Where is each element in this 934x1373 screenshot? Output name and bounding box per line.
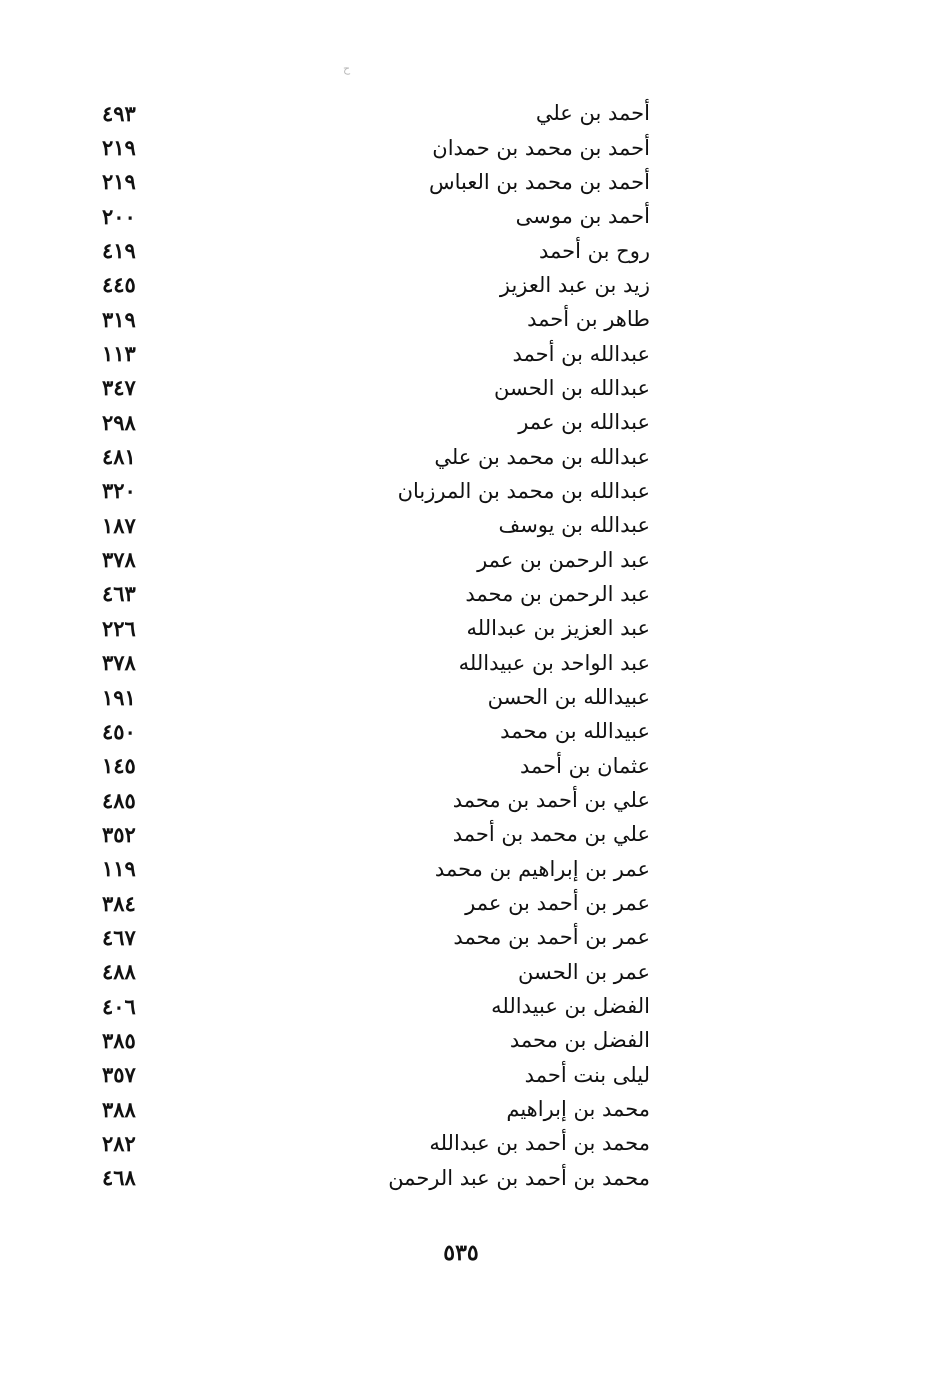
list-item bbox=[90, 165, 650, 199]
entry-page-number: ٣٨٨ bbox=[102, 1096, 136, 1122]
entry-name: عبد الرحمن بن عمر bbox=[477, 547, 650, 572]
entry-name: عبدالله بن يوسف bbox=[498, 513, 650, 538]
entry-page-number: ٣١٩ bbox=[102, 306, 136, 332]
entry-name: عبد الرحمن بن محمد bbox=[465, 581, 650, 606]
entry-name: عبدالله بن عمر bbox=[518, 410, 650, 435]
entry-name: عبدالله بن محمد بن علي bbox=[434, 444, 650, 469]
list-item bbox=[90, 783, 650, 817]
entry-name: عبد العزيز بن عبدالله bbox=[466, 616, 650, 641]
entry-name: الفضل بن محمد bbox=[509, 1028, 650, 1053]
list-item bbox=[90, 1126, 650, 1160]
list-item bbox=[90, 371, 650, 405]
list-item bbox=[90, 233, 650, 267]
entry-page-number: ٤٩٣ bbox=[102, 100, 136, 126]
list-item bbox=[90, 955, 650, 989]
page-number: ٥٣٥ bbox=[443, 1240, 479, 1266]
list-item bbox=[90, 817, 650, 851]
entry-name: أحمد بن محمد بن العباس bbox=[428, 169, 650, 194]
stray-mark: ح bbox=[343, 62, 351, 75]
entry-name: عبدالله بن أحمد bbox=[512, 341, 650, 366]
list-item bbox=[90, 1023, 650, 1057]
entry-page-number: ٢٠٠ bbox=[102, 203, 136, 229]
list-item bbox=[90, 199, 650, 233]
entry-name: عمر بن أحمد بن محمد bbox=[453, 925, 650, 950]
entry-page-number: ٤٦٣ bbox=[102, 581, 136, 607]
entry-page-number: ٤١٩ bbox=[102, 238, 136, 264]
entry-name: أحمد بن علي bbox=[535, 101, 650, 126]
entry-name: عبدالله بن الحسن bbox=[493, 375, 650, 400]
list-item bbox=[90, 302, 650, 336]
entry-page-number: ٤٦٨ bbox=[102, 1165, 136, 1191]
entry-page-number: ٣٧٨ bbox=[102, 650, 136, 676]
list-item bbox=[90, 749, 650, 783]
list-item bbox=[90, 474, 650, 508]
list-item bbox=[90, 439, 650, 473]
entry-page-number: ١٨٧ bbox=[102, 512, 136, 538]
entry-page-number: ٤٨١ bbox=[102, 444, 136, 470]
entry-name: أحمد بن محمد بن حمدان bbox=[432, 135, 650, 160]
entry-name: الفضل بن عبيدالله bbox=[491, 994, 650, 1019]
entry-name: محمد بن أحمد بن عبدالله bbox=[429, 1131, 650, 1156]
entry-page-number: ٢٩٨ bbox=[102, 409, 136, 435]
entry-page-number: ٢١٩ bbox=[102, 135, 136, 161]
entry-name: طاهر بن أحمد bbox=[527, 307, 650, 332]
entry-page-number: ١١٩ bbox=[102, 856, 136, 882]
entry-page-number: ٢٨٢ bbox=[102, 1130, 136, 1156]
list-item bbox=[90, 920, 650, 954]
entry-name: علي بن أحمد بن محمد bbox=[452, 788, 650, 813]
list-item bbox=[90, 646, 650, 680]
list-item bbox=[90, 130, 650, 164]
entry-name: عثمان بن أحمد bbox=[520, 753, 650, 778]
entry-page-number: ٤٥٠ bbox=[102, 718, 136, 744]
list-item bbox=[90, 1058, 650, 1092]
entry-page-number: ٤٠٦ bbox=[102, 993, 136, 1019]
entry-page-number: ١٤٥ bbox=[102, 753, 136, 779]
entry-name: محمد بن أحمد بن عبد الرحمن bbox=[388, 1165, 650, 1190]
entry-page-number: ٣٨٥ bbox=[102, 1027, 136, 1053]
list-item bbox=[90, 405, 650, 439]
index-list bbox=[90, 96, 650, 1195]
entry-page-number: ٤٨٥ bbox=[102, 787, 136, 813]
entry-name: عمر بن الحسن bbox=[518, 959, 650, 984]
entry-name: عبد الواحد بن عبيدالله bbox=[458, 650, 650, 675]
entry-name: روح بن أحمد bbox=[539, 238, 650, 263]
entry-name: عبيدالله بن الحسن bbox=[487, 685, 650, 710]
list-item bbox=[90, 577, 650, 611]
entry-page-number: ٣٧٨ bbox=[102, 547, 136, 573]
entry-page-number: ٢٢٦ bbox=[102, 615, 136, 641]
list-item bbox=[90, 989, 650, 1023]
entry-page-number: ١٩١ bbox=[102, 684, 136, 710]
list-item bbox=[90, 886, 650, 920]
list-item bbox=[90, 611, 650, 645]
list-item bbox=[90, 96, 650, 130]
entry-name: عبدالله بن محمد بن المرزبان bbox=[397, 478, 650, 503]
entry-page-number: ٤٤٥ bbox=[102, 272, 136, 298]
entry-page-number: ٢١٩ bbox=[102, 169, 136, 195]
list-item bbox=[90, 680, 650, 714]
entry-name: عبيدالله بن محمد bbox=[500, 719, 650, 744]
entry-name: محمد بن إبراهيم bbox=[506, 1097, 650, 1122]
entry-name: ليلى بنت أحمد bbox=[524, 1062, 650, 1087]
list-item bbox=[90, 508, 650, 542]
list-item bbox=[90, 268, 650, 302]
list-item bbox=[90, 542, 650, 576]
entry-page-number: ٣٨٤ bbox=[102, 890, 136, 916]
entry-name: عمر بن أحمد بن عمر bbox=[465, 891, 650, 916]
entry-page-number: ٤٨٨ bbox=[102, 959, 136, 985]
list-item bbox=[90, 336, 650, 370]
entry-name: أحمد بن موسى bbox=[515, 204, 650, 229]
entry-name: زيد بن عبد العزيز bbox=[499, 272, 650, 297]
entry-page-number: ٤٦٧ bbox=[102, 924, 136, 950]
list-item bbox=[90, 852, 650, 886]
entry-name: عمر بن إبراهيم بن محمد bbox=[434, 856, 650, 881]
entry-page-number: ٣٤٧ bbox=[102, 375, 136, 401]
entry-page-number: ٣٥٧ bbox=[102, 1062, 136, 1088]
entry-page-number: ٣٢٠ bbox=[102, 478, 136, 504]
list-item bbox=[90, 1092, 650, 1126]
list-item bbox=[90, 714, 650, 748]
entry-name: علي بن محمد بن أحمد bbox=[452, 822, 650, 847]
entry-page-number: ١١٣ bbox=[102, 341, 136, 367]
entry-page-number: ٣٥٢ bbox=[102, 821, 136, 847]
list-item bbox=[90, 1161, 650, 1195]
